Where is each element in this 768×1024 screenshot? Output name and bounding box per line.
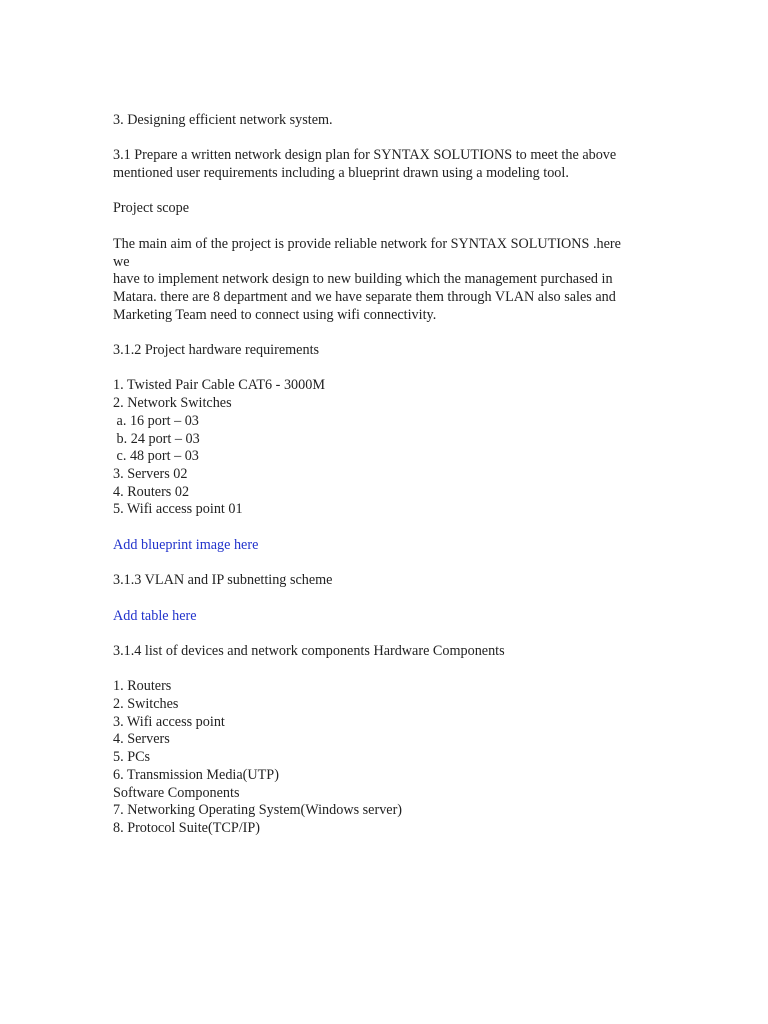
- project-scope-line: Matara. there are 8 department and we have separate them through VLAN also sales and: [113, 288, 616, 305]
- list-item: 3. Servers 02: [113, 465, 188, 482]
- devices-section-title: [113, 643, 658, 661]
- list-item: 7. Networking Operating System(Windows server): [113, 802, 403, 819]
- list-item: c. 48 port – 03: [113, 448, 199, 465]
- hardware-requirements-title: [113, 342, 658, 360]
- hardware-requirements-title-text: 3.1.2 Project hardware requirements: [113, 342, 320, 359]
- list-item: 4. Servers: [113, 731, 170, 748]
- list-item: 2. Switches: [113, 696, 179, 713]
- list-item: b. 24 port – 03: [113, 430, 200, 447]
- devices-list: [113, 678, 658, 837]
- list-item: 6. Transmission Media(UTP): [113, 766, 279, 783]
- project-scope-line: we: [113, 253, 130, 270]
- project-scope-paragraph: [113, 236, 658, 325]
- list-item: Software Components: [113, 784, 240, 801]
- list-item: 2. Network Switches: [113, 395, 232, 412]
- hardware-requirements-list: [113, 377, 658, 519]
- section-3-1-line: mentioned user requirements including a blueprint drawn using a modeling tool.: [113, 165, 569, 182]
- list-item: 5. Wifi access point 01: [113, 501, 243, 518]
- blueprint-placeholder: [113, 537, 658, 555]
- project-scope-line: The main aim of the project is provide reliable network for SYNTAX SOLUTIONS .here: [113, 235, 621, 252]
- list-item: 4. Routers 02: [113, 483, 190, 500]
- vlan-section-title: [113, 572, 658, 590]
- table-placeholder: [113, 608, 658, 626]
- section-3-1-line: 3.1 Prepare a written network design plan for SYNTAX SOLUTIONS to meet the above: [113, 147, 617, 164]
- list-item: 1. Routers: [113, 678, 172, 695]
- list-item: 8. Protocol Suite(TCP/IP): [113, 819, 261, 836]
- table-placeholder-text: Add table here: [113, 607, 197, 624]
- list-item: a. 16 port – 03: [113, 412, 199, 429]
- blueprint-placeholder-text: Add blueprint image here: [113, 536, 259, 553]
- vlan-section-title-text: 3.1.3 VLAN and IP subnetting scheme: [113, 572, 333, 589]
- project-scope-line: Marketing Team need to connect using wifi connectivity.: [113, 306, 437, 323]
- list-item: 3. Wifi access point: [113, 713, 225, 730]
- list-item: 5. PCs: [113, 749, 151, 766]
- section-heading: [113, 112, 658, 130]
- project-scope-title: [113, 200, 658, 218]
- project-scope-title-text: Project scope: [113, 200, 190, 217]
- devices-section-title-text: 3.1.4 list of devices and network components Hardware Components: [113, 642, 505, 659]
- section-heading-text: 3. Designing efficient network system.: [113, 112, 333, 128]
- project-scope-line: have to implement network design to new building which the management purchased in: [113, 271, 613, 288]
- list-item: 1. Twisted Pair Cable CAT6 - 3000M: [113, 377, 325, 394]
- document-body: [113, 112, 658, 855]
- section-3-1-paragraph: [113, 147, 658, 182]
